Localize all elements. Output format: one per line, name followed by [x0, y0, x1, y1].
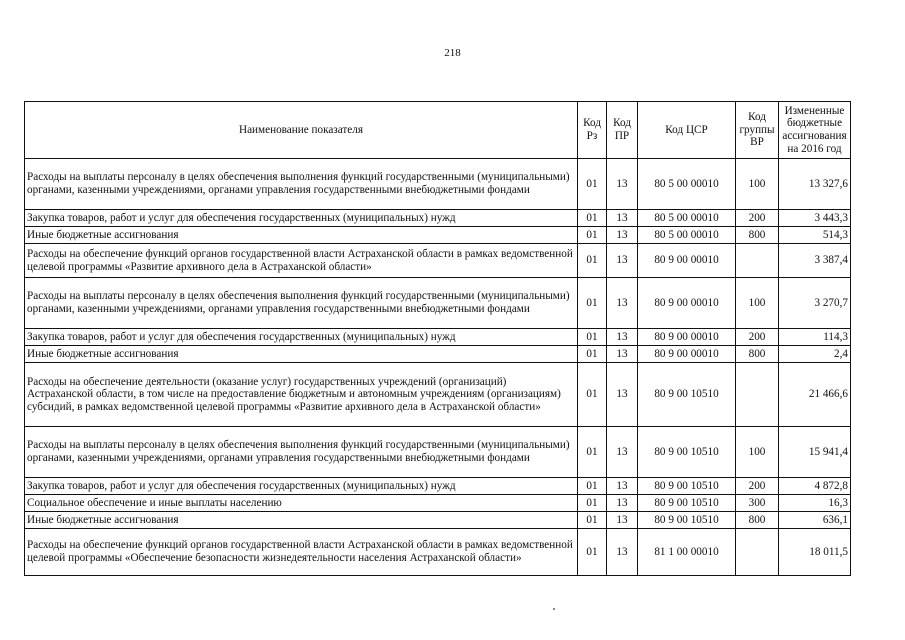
- table-row: [25, 363, 851, 427]
- row-pr: 13: [607, 529, 638, 576]
- row-csr: 80 9 00 10510: [638, 495, 736, 512]
- row-vr: 200: [736, 478, 779, 495]
- row-name: Расходы на выплаты персоналу в целях обеспечения выполнения функций государственными (муниципальными) органами, казенными учреждениями, органами управления государственными внебюджетными фондами: [25, 427, 578, 478]
- row-csr: 80 5 00 00010: [638, 227, 736, 244]
- table-row: [25, 512, 851, 529]
- row-csr: 80 9 00 10510: [638, 512, 736, 529]
- header-amount: Измененные бюджетные ассигнования на 2016 год: [779, 102, 851, 159]
- row-vr: [736, 244, 779, 278]
- row-name: Социальное обеспечение и иные выплаты населению: [25, 495, 578, 512]
- row-name: Иные бюджетные ассигнования: [25, 227, 578, 244]
- row-amount: 3 270,7: [779, 278, 851, 329]
- page-number: 218: [444, 47, 461, 59]
- scan-speck: [553, 608, 555, 610]
- row-pr: 13: [607, 363, 638, 427]
- row-pr: 13: [607, 427, 638, 478]
- row-vr: 100: [736, 159, 779, 210]
- row-pr: 13: [607, 495, 638, 512]
- table-row: [25, 329, 851, 346]
- row-csr: 80 9 00 10510: [638, 478, 736, 495]
- row-name: Расходы на обеспечение функций органов государственной власти Астраханской области в рамках ведомственной целевой программы «Обеспечение безопасности жизнедеятельности населения Астраханской области»: [25, 529, 578, 576]
- row-vr: 200: [736, 329, 779, 346]
- row-pr: 13: [607, 329, 638, 346]
- row-vr: 800: [736, 346, 779, 363]
- header-pr: Код ПР: [607, 102, 638, 159]
- row-name: Расходы на выплаты персоналу в целях обеспечения выполнения функций государственными (муниципальными) органами, казенными учреждениями, органами управления государственными внебюджетными фондами: [25, 278, 578, 329]
- row-pr: 13: [607, 512, 638, 529]
- row-vr: 800: [736, 512, 779, 529]
- row-amount: 15 941,4: [779, 427, 851, 478]
- row-csr: 81 1 00 00010: [638, 529, 736, 576]
- row-csr: 80 9 00 10510: [638, 363, 736, 427]
- row-pr: 13: [607, 278, 638, 329]
- row-vr: 100: [736, 427, 779, 478]
- row-rz: 01: [578, 529, 607, 576]
- row-name: Закупка товаров, работ и услуг для обеспечения государственных (муниципальных) нужд: [25, 478, 578, 495]
- row-csr: 80 5 00 00010: [638, 210, 736, 227]
- row-vr: 200: [736, 210, 779, 227]
- row-amount: 21 466,6: [779, 363, 851, 427]
- row-rz: 01: [578, 346, 607, 363]
- row-csr: 80 9 00 00010: [638, 278, 736, 329]
- row-name: Закупка товаров, работ и услуг для обеспечения государственных (муниципальных) нужд: [25, 329, 578, 346]
- row-pr: 13: [607, 210, 638, 227]
- row-rz: 01: [578, 329, 607, 346]
- row-vr: 800: [736, 227, 779, 244]
- row-amount: 636,1: [779, 512, 851, 529]
- row-name: Расходы на обеспечение функций органов государственной власти Астраханской области в рамках ведомственной целевой программы «Развитие архивного дела в Астраханской области»: [25, 244, 578, 278]
- row-rz: 01: [578, 227, 607, 244]
- row-rz: 01: [578, 244, 607, 278]
- table-row: [25, 278, 851, 329]
- row-amount: 514,3: [779, 227, 851, 244]
- table-row: [25, 159, 851, 210]
- row-vr: [736, 363, 779, 427]
- row-pr: 13: [607, 159, 638, 210]
- table-row: [25, 495, 851, 512]
- row-rz: 01: [578, 278, 607, 329]
- table-row: [25, 427, 851, 478]
- row-pr: 13: [607, 346, 638, 363]
- header-vr: Код группы ВР: [736, 102, 779, 159]
- table-row: [25, 529, 851, 576]
- row-rz: 01: [578, 495, 607, 512]
- row-amount: 3 443,3: [779, 210, 851, 227]
- row-vr: 300: [736, 495, 779, 512]
- row-amount: 18 011,5: [779, 529, 851, 576]
- row-amount: 3 387,4: [779, 244, 851, 278]
- table-row: [25, 227, 851, 244]
- row-csr: 80 9 00 00010: [638, 244, 736, 278]
- row-name: Расходы на обеспечение деятельности (оказание услуг) государственных учреждений (организаций) Астраханской области, в том числе на предоставление бюджетным и автономным учреждениям (организациям) субсидий, в рамках ведомственной целевой программы «Развитие архивного дела в Астраханской области»: [25, 363, 578, 427]
- row-csr: 80 9 00 10510: [638, 427, 736, 478]
- table-row: [25, 244, 851, 278]
- header-name: Наименование показателя: [25, 102, 578, 159]
- row-rz: 01: [578, 512, 607, 529]
- row-amount: 114,3: [779, 329, 851, 346]
- budget-table: [24, 101, 851, 576]
- row-pr: 13: [607, 478, 638, 495]
- row-rz: 01: [578, 363, 607, 427]
- table-row: [25, 210, 851, 227]
- row-amount: 13 327,6: [779, 159, 851, 210]
- row-amount: 4 872,8: [779, 478, 851, 495]
- row-vr: [736, 529, 779, 576]
- row-csr: 80 9 00 00010: [638, 346, 736, 363]
- table-row: [25, 346, 851, 363]
- row-vr: 100: [736, 278, 779, 329]
- table-row: [25, 478, 851, 495]
- row-name: Закупка товаров, работ и услуг для обеспечения государственных (муниципальных) нужд: [25, 210, 578, 227]
- row-rz: 01: [578, 210, 607, 227]
- row-rz: 01: [578, 478, 607, 495]
- row-amount: 2,4: [779, 346, 851, 363]
- row-rz: 01: [578, 159, 607, 210]
- header-rz: Код Рз: [578, 102, 607, 159]
- row-csr: 80 9 00 00010: [638, 329, 736, 346]
- row-pr: 13: [607, 227, 638, 244]
- row-amount: 16,3: [779, 495, 851, 512]
- row-pr: 13: [607, 244, 638, 278]
- row-name: Расходы на выплаты персоналу в целях обеспечения выполнения функций государственными (муниципальными) органами, казенными учреждениями, органами управления государственными внебюджетными фондами: [25, 159, 578, 210]
- row-name: Иные бюджетные ассигнования: [25, 346, 578, 363]
- header-csr: Код ЦСР: [638, 102, 736, 159]
- row-name: Иные бюджетные ассигнования: [25, 512, 578, 529]
- row-csr: 80 5 00 00010: [638, 159, 736, 210]
- header-row: [25, 102, 851, 159]
- row-rz: 01: [578, 427, 607, 478]
